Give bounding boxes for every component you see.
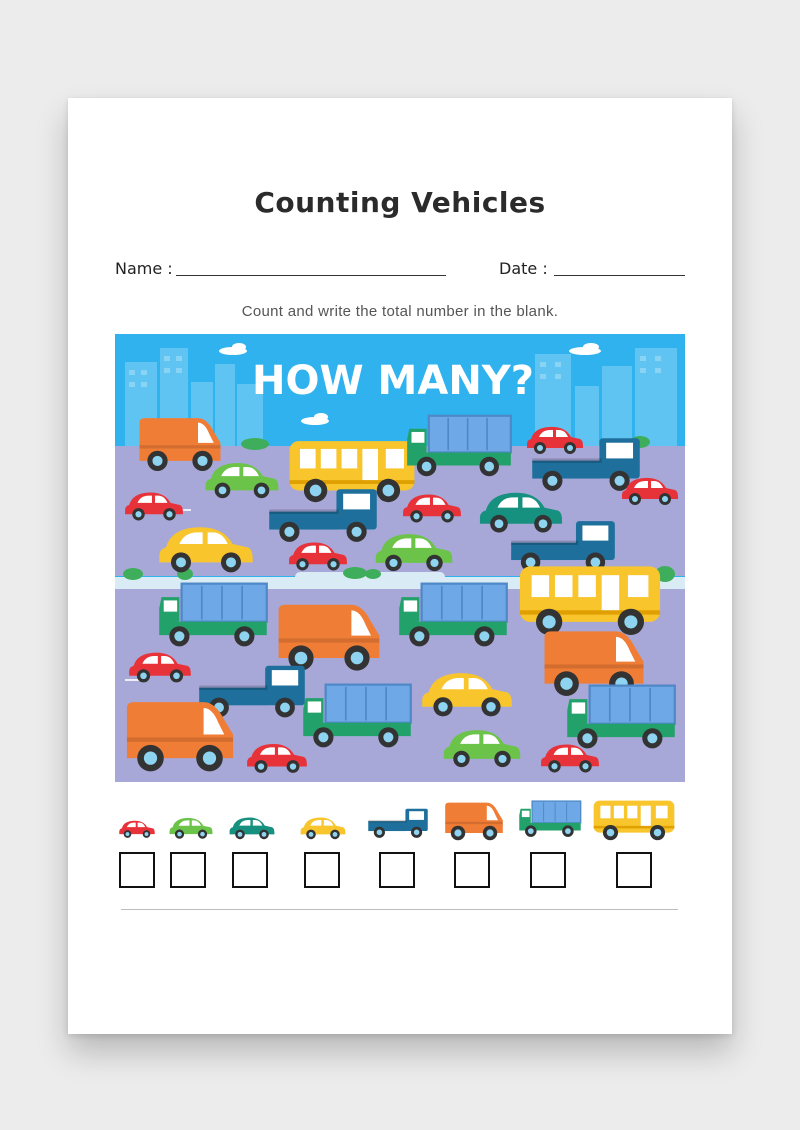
answer-box-red-car[interactable] (119, 852, 155, 888)
answer-box-orange-van[interactable] (454, 852, 490, 888)
answer-box-box-truck[interactable] (530, 852, 566, 888)
date-label: Date : (499, 259, 548, 278)
answer-box-green-car[interactable] (170, 852, 206, 888)
answer-box-school-bus[interactable] (616, 852, 652, 888)
vehicle-scene (115, 334, 685, 782)
yellow-car-icon (301, 818, 346, 840)
teal-car-icon (230, 818, 275, 840)
box-truck-icon (519, 801, 580, 837)
vehicle-legend (68, 796, 732, 846)
instruction-text: Count and write the total number in the blank. (241, 303, 559, 320)
name-label: Name : (115, 259, 173, 278)
orange-van-icon (445, 803, 503, 841)
school-bus-icon (594, 801, 675, 840)
green-car-icon (170, 818, 213, 839)
name-line[interactable] (176, 275, 446, 276)
answer-box-teal-car[interactable] (232, 852, 268, 888)
worksheet-page (68, 98, 732, 1034)
date-line[interactable] (554, 275, 685, 276)
answer-box-pickup-truck[interactable] (379, 852, 415, 888)
red-car-icon (119, 821, 154, 838)
bottom-divider (121, 909, 678, 910)
how-many-heading: HOW MANY? (252, 358, 534, 404)
pickup-truck-icon (368, 809, 428, 838)
answer-box-yellow-car[interactable] (304, 852, 340, 888)
worksheet-title: Counting Vehicles (254, 186, 546, 219)
